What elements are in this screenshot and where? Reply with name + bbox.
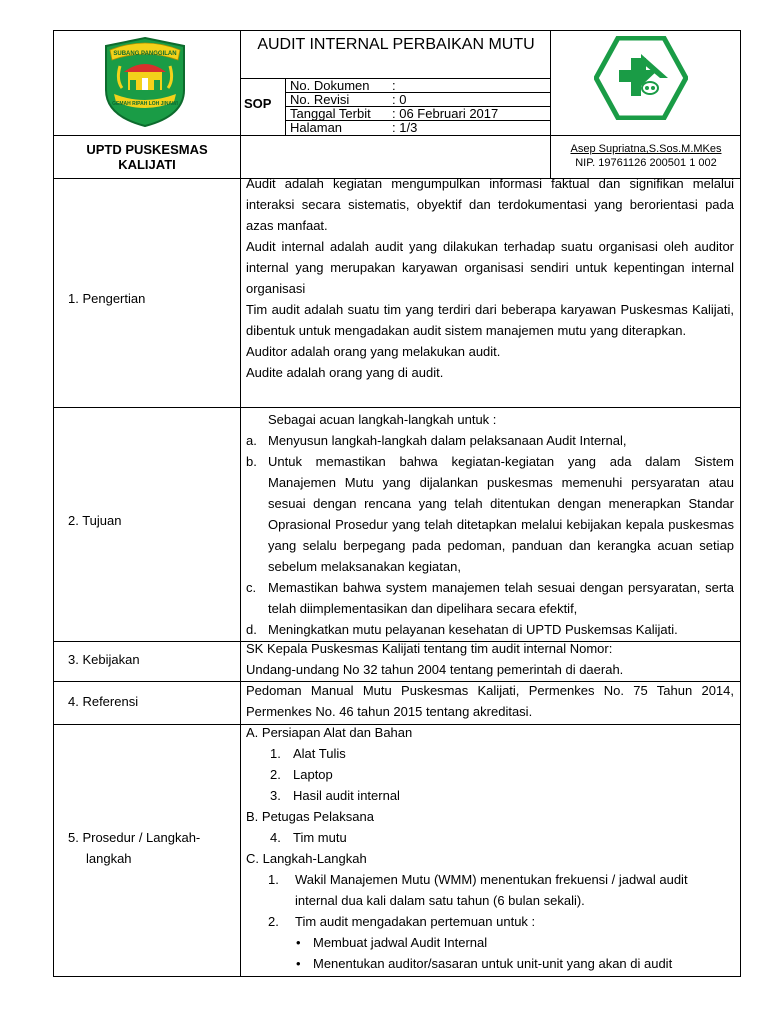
section-content-prosedur — [246, 722, 734, 974]
list-item — [246, 577, 734, 619]
list-item — [246, 869, 734, 911]
meta-value-halaman: : 1/3 — [392, 120, 418, 135]
list-marker: 1. — [270, 746, 281, 761]
list-marker: c. — [246, 580, 257, 595]
kebijakan-line: SK Kepala Puskesmas Kalijati tentang tim audit internal Nomor: — [246, 641, 613, 656]
meta-value-no-revisi: : 0 — [392, 92, 407, 107]
section-label-prosedur — [68, 827, 238, 869]
meta-key-no-dokumen: No. Dokumen — [290, 78, 370, 93]
list-text: Untuk memastikan bahwa kegiatan-kegiatan yang ada dalam Sistem Manajemen Mutu yang dijalankan puskesmas memenuhi persyaratan atau sesuai dengan rencana yang telah ditentukan dengan menerapkan Standar Oprasional Prosedur yang telah ditetapkan melalui kebijakan kepala puskesmas yang selalu berpegang pada pedoman, panduan dan kerangka acuan setiap sebelum melaksanakan kegiatan, — [268, 454, 734, 574]
paragraph: Tim audit adalah suatu tim yang terdiri dari beberapa karyawan Puskesmas Kalijati, dibentuk untuk mengadakan audit sistem manajemen mutu yang diterapkan. — [246, 302, 734, 338]
list-text: Memastikan bahwa system manajemen telah sesuai dengan persyaratan, serta telah diimplementasikan dan dipelihara secara efektif, — [268, 580, 734, 616]
list-marker: 4. — [270, 830, 281, 845]
header-divider — [53, 135, 741, 136]
section-content-kebijakan — [246, 638, 734, 680]
bullet-item — [246, 953, 734, 974]
bullet-text: Membuat jadwal Audit Internal — [313, 935, 488, 950]
tujuan-intro: Sebagai acuan langkah-langkah untuk : — [268, 412, 497, 427]
list-text: Hasil audit internal — [293, 788, 400, 803]
paragraph: Audit adalah kegiatan mengumpulkan informasi faktual dan signifikan melalui interaksi secara sistematis, obyektif dan terdokumentasi yang berorientasi pada azas manfaat. — [246, 176, 734, 233]
bullet-icon: • — [296, 935, 301, 950]
kebijakan-line: Undang-undang No 32 tahun 2004 tentang pemerintah di daerah. — [246, 662, 624, 677]
list-text: Menyusun langkah-langkah dalam pelaksanaan Audit Internal, — [268, 433, 627, 448]
prosedur-heading-c: C. Langkah-Langkah — [246, 851, 367, 866]
signer-name: Asep Supriatna,S.Sos.M.MKes — [570, 143, 722, 155]
section-label-pengertian: 1. Pengertian — [68, 291, 146, 306]
puskesmas-logo — [594, 36, 688, 120]
list-marker: 2. — [268, 914, 279, 929]
list-marker: 1. — [268, 872, 279, 887]
list-item — [246, 911, 734, 932]
section-label-referensi: 4. Referensi — [68, 694, 139, 709]
paragraph: Auditor adalah orang yang melakukan audit. — [246, 344, 501, 359]
meta-key-halaman: Halaman — [290, 120, 343, 135]
list-item — [246, 430, 734, 451]
section-content-pengertian — [246, 173, 734, 383]
list-text: Tim mutu — [293, 830, 347, 845]
prosedur-label-line: langkah — [86, 851, 132, 866]
logo-bottom-text: GEMAH RIPAH LOH JINAWI — [112, 101, 178, 107]
paragraph: Audite adalah orang yang di audit. — [246, 365, 444, 380]
list-marker: 2. — [270, 767, 281, 782]
sop-label: SOP — [244, 96, 272, 111]
list-text: Alat Tulis — [293, 746, 346, 761]
meta-value-tanggal-terbit: : 06 Februari 2017 — [392, 106, 499, 121]
paragraph: Audit internal adalah audit yang dilakukan terhadap suatu organisasi oleh auditor internal yang merupakan karyawan organisasi sendiri untuk kepentingan internal organisasi — [246, 239, 734, 296]
bullet-text: Menentukan auditor/sasaran untuk unit-unit yang akan di audit — [313, 956, 673, 971]
list-marker: b. — [246, 454, 257, 469]
list-item — [246, 451, 734, 577]
subang-regency-logo — [100, 36, 190, 128]
section-label-tujuan: 2. Tujuan — [68, 513, 122, 528]
logo-ribbon-text: SUBANG PANGGILAN — [113, 51, 177, 57]
meta-key-tanggal-terbit: Tanggal Terbit — [290, 106, 371, 121]
prosedur-heading-b: B. Petugas Pelaksana — [246, 809, 374, 824]
section-label-kebijakan: 3. Kebijakan — [68, 652, 140, 667]
list-item — [246, 785, 734, 806]
list-marker: a. — [246, 433, 257, 448]
list-text: Meningkatkan mutu pelayanan kesehatan di UPTD Puskemsas Kalijati. — [268, 622, 678, 637]
bullet-item — [246, 932, 734, 953]
list-marker: 3. — [270, 788, 281, 803]
meta-value-no-dokumen: : — [392, 78, 396, 93]
section-content-referensi: Pedoman Manual Mutu Puskesmas Kalijati, Permenkes No. 75 Tahun 2014, Permenkes No. 46 tahun 2015 tentang akreditasi. — [246, 683, 734, 719]
document-title: AUDIT INTERNAL PERBAIKAN MUTU — [257, 36, 535, 53]
signer-nip: NIP. 19761126 200501 1 002 — [575, 157, 717, 169]
prosedur-heading-a: A. Persiapan Alat dan Bahan — [246, 725, 413, 740]
prosedur-label-line: 5. Prosedur / Langkah- — [68, 830, 201, 845]
list-text: Wakil Manajemen Mutu (WMM) menentukan frekuensi / jadwal audit internal dua kali dalam satu tahun (6 bulan sekali). — [295, 872, 688, 908]
list-marker: d. — [246, 622, 257, 637]
list-text: Laptop — [293, 767, 333, 782]
meta-key-no-revisi: No. Revisi — [290, 92, 350, 107]
list-item — [246, 827, 734, 848]
section-content-tujuan — [246, 409, 734, 640]
section-divider — [53, 407, 741, 408]
bullet-icon: • — [296, 956, 301, 971]
list-item — [246, 764, 734, 785]
column-divider-left — [240, 30, 241, 977]
list-item — [246, 619, 734, 640]
list-text: Tim audit mengadakan pertemuan untuk : — [295, 914, 536, 929]
list-item — [246, 743, 734, 764]
organization-name: UPTD PUSKESMAS KALIJATI — [86, 142, 208, 172]
